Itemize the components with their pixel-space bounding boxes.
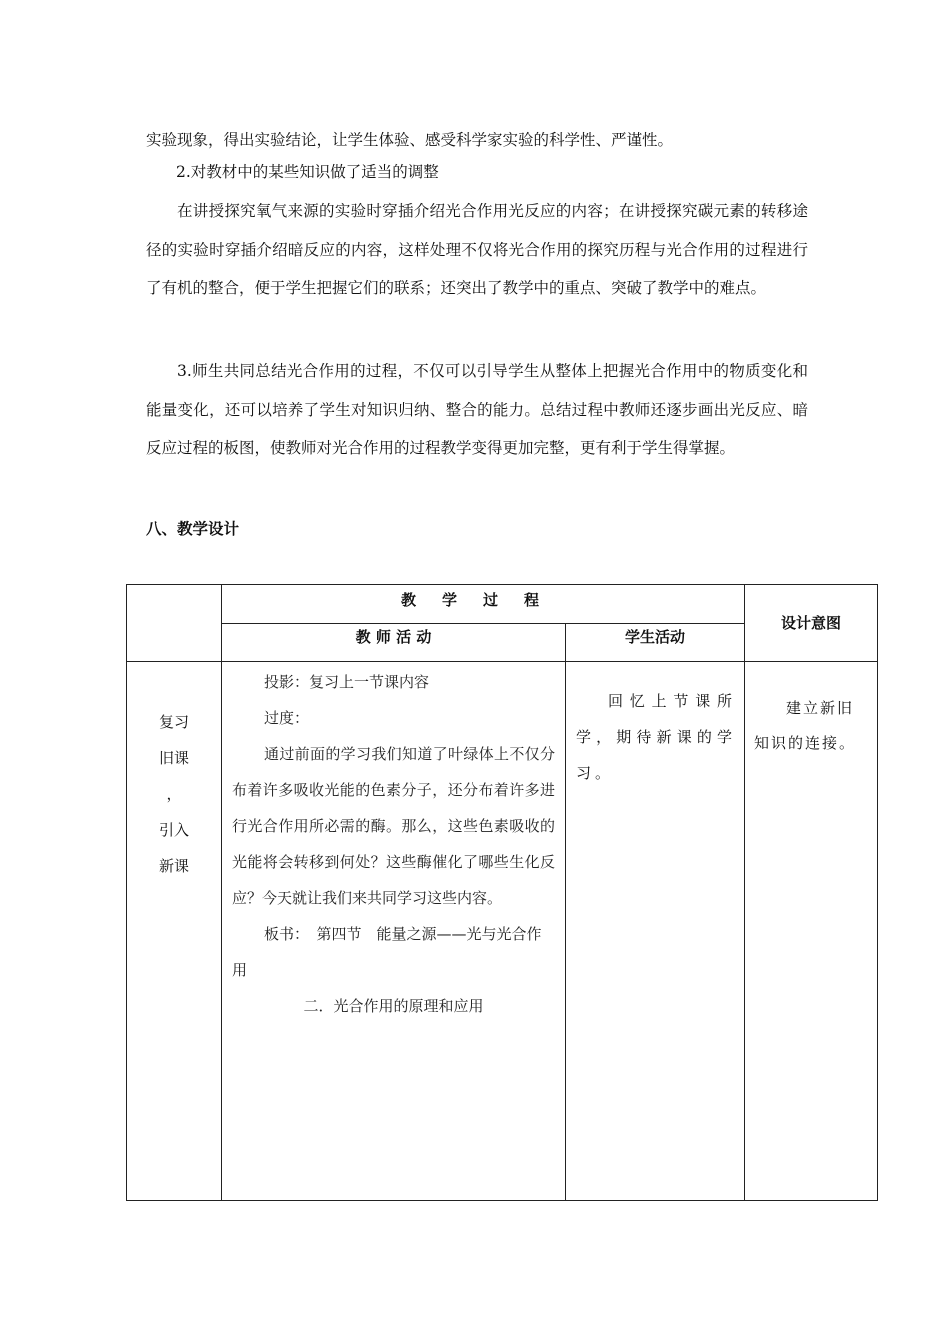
header-student: 学生活动: [566, 624, 745, 662]
design-purpose-cell: [745, 662, 878, 1201]
stage-line: ，: [166, 785, 182, 803]
student-activity-cell: [566, 662, 745, 1201]
teacher-subtitle: 二．光合作用的原理和应用: [303, 997, 484, 1015]
teacher-transition: 过度：: [264, 709, 310, 727]
stage-line: 新课: [158, 857, 189, 875]
corner-cell: [127, 585, 222, 662]
stage-line: 旧课: [158, 749, 189, 767]
header-intent: 设计意图: [745, 585, 878, 662]
stage-line: 引入: [158, 821, 189, 839]
section-title: 八、教学设计: [146, 520, 240, 538]
paragraph-2: 在讲授探究氧气来源的实验时穿插介绍光合作用光反应的内容；在讲授探究碳元素的转移途径的实验时穿插介绍暗反应的内容，这样处理不仅将光合作用的探究历程与光合作用的过程进行了有机的整合，便于学生把握它们的联系；还突出了教学中的重点、突破了教学中的难点。: [146, 202, 808, 297]
header-teacher: 教 师 活 动: [222, 624, 566, 662]
teacher-activity-cell: [222, 662, 566, 1201]
header-process: 教学过程: [222, 585, 745, 624]
student-activity-text: 回忆上节课所学，期待新课的学习。: [576, 692, 737, 782]
design-purpose-text: 建立新旧知识的连接。: [754, 699, 857, 752]
teacher-blackboard: 板书： 第四节 能量之源——光与光合作用: [232, 925, 542, 979]
teacher-projection: 投影：复习上一节课内容: [264, 673, 430, 691]
teacher-narration: 通过前面的学习我们知道了叶绿体上不仅分布着许多吸收光能的色素分子，还分布着许多进行光合作用所必需的酶。那么，这些色素吸收的光能将会转移到何处？这些酶催化了哪些生化反应？今天就让我们来共同学习这些内容。: [232, 745, 555, 907]
stage-line: 复习: [158, 713, 189, 731]
teaching-design-table: [126, 584, 878, 1201]
subheading-2: 2.对教材中的某些知识做了适当的调整: [176, 163, 439, 181]
paragraph-1: 实验现象，得出实验结论，让学生体验、感受科学家实验的科学性、严谨性。: [146, 131, 674, 149]
stage-cell: [127, 662, 222, 1201]
paragraph-3: 3.师生共同总结光合作用的过程，不仅可以引导学生从整体上把握光合作用中的物质变化和能量变化，还可以培养了学生对知识归纳、整合的能力。总结过程中教师还逐步画出光反应、暗反应过程的板图，使教师对光合作用的过程教学变得更加完整，更有利于学生得掌握。: [146, 362, 808, 457]
